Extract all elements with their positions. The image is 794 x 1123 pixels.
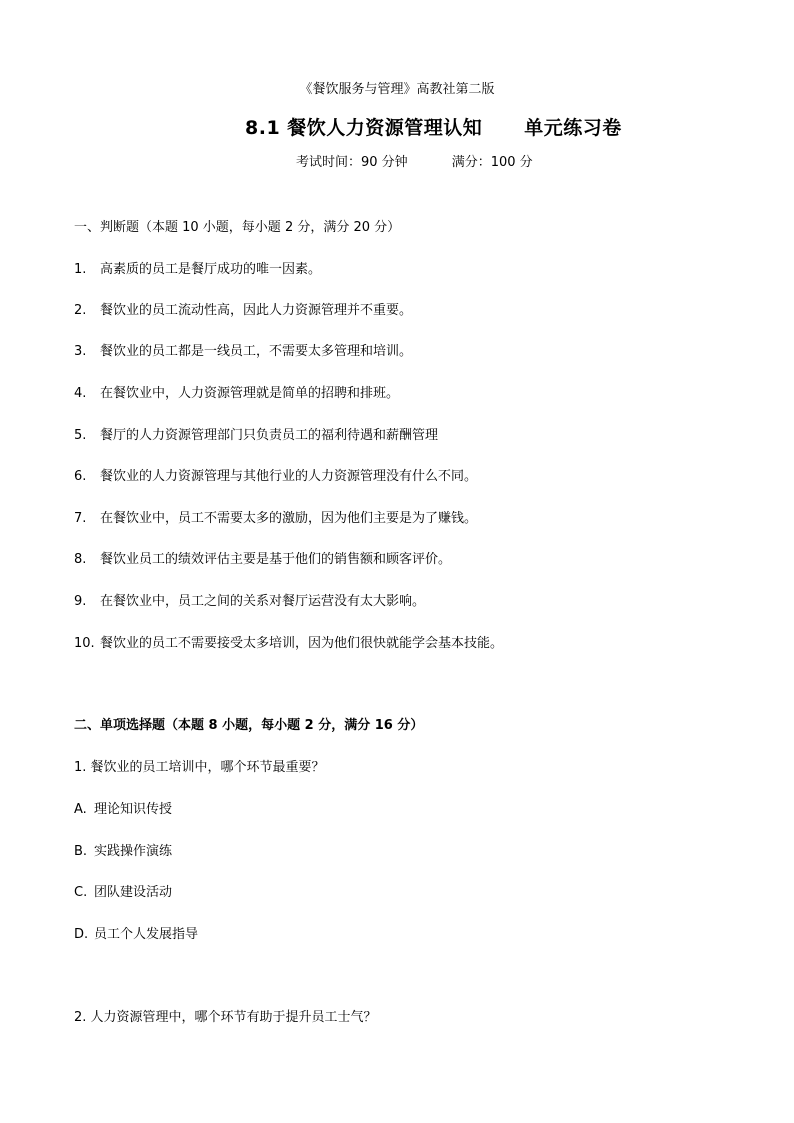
option-item: [74, 926, 198, 944]
list-item: [74, 343, 412, 361]
option-letter: B.: [74, 844, 88, 859]
option-letter: A.: [74, 802, 87, 817]
item-number: 9.: [74, 594, 87, 609]
item-text: 餐饮业的员工都是一线员工，不需要太多管理和培训。: [100, 344, 413, 359]
title-sub: 单元练习卷: [524, 117, 622, 139]
option-item: [74, 884, 172, 902]
item-text: 餐饮业的员工不需要接受太多培训，因为他们很快就能学会基本技能。: [100, 636, 504, 651]
option-text: 理论知识传授: [94, 802, 173, 817]
list-item: [74, 261, 321, 279]
exam-meta: [296, 154, 533, 172]
title-main: 8.1 餐饮人力资源管理认知: [245, 117, 483, 139]
list-item: [74, 385, 399, 403]
item-text: 在餐饮业中，员工之间的关系对餐厅运营没有太大影响。: [100, 594, 426, 609]
option-text: 员工个人发展指导: [94, 927, 199, 942]
item-number: 1.: [74, 262, 87, 277]
item-number: 7.: [74, 511, 87, 526]
item-number: 6.: [74, 469, 87, 484]
option-letter: C.: [74, 885, 88, 900]
list-item: [74, 593, 425, 611]
item-text: 餐饮业员工的绩效评估主要是基于他们的销售额和顾客评价。: [100, 552, 452, 567]
list-item: [74, 551, 451, 569]
option-item: [74, 843, 172, 861]
item-number: 2.: [74, 303, 87, 318]
item-number: 5.: [74, 428, 87, 443]
list-item: [74, 302, 412, 320]
item-text: 餐饮业的人力资源管理与其他行业的人力资源管理没有什么不同。: [100, 469, 478, 484]
item-text: 在餐饮业中，人力资源管理就是简单的招聘和排班。: [100, 386, 400, 401]
section-heading-true-false: 一、判断题（本题 10 小题，每小题 2 分，满分 20 分）: [74, 220, 401, 235]
item-text: 在餐饮业中，员工不需要太多的激励，因为他们主要是为了赚钱。: [100, 511, 478, 526]
list-item: [74, 427, 438, 445]
item-text: 餐厅的人力资源管理部门只负责员工的福利待遇和薪酬管理: [100, 428, 439, 443]
section-heading-single-choice: 二、单项选择题（本题 8 小题，每小题 2 分，满分 16 分）: [74, 718, 424, 733]
question-text: 1. 餐饮业的员工培训中，哪个环节最重要？: [74, 760, 325, 775]
option-text: 团队建设活动: [94, 885, 173, 900]
item-number: 10.: [74, 636, 95, 651]
option-item: [74, 801, 172, 819]
option-text: 实践操作演练: [94, 844, 173, 859]
page-title: [245, 116, 622, 140]
item-number: 3.: [74, 344, 87, 359]
list-item: [74, 635, 503, 653]
item-number: 8.: [74, 552, 87, 567]
list-item: [74, 468, 477, 486]
question-text: 2. 人力资源管理中，哪个环节有助于提升员工士气？: [74, 1010, 377, 1025]
option-letter: D.: [74, 927, 89, 942]
item-text: 餐饮业的员工流动性高，因此人力资源管理并不重要。: [100, 303, 413, 318]
exam-time: 考试时间：90 分钟: [296, 155, 408, 170]
item-text: 高素质的员工是餐厅成功的唯一因素。: [100, 262, 322, 277]
full-score: 满分：100 分: [451, 155, 533, 170]
textbook-subtitle: 《餐饮服务与管理》高教社第二版: [299, 82, 495, 97]
item-number: 4.: [74, 386, 87, 401]
list-item: [74, 510, 477, 528]
